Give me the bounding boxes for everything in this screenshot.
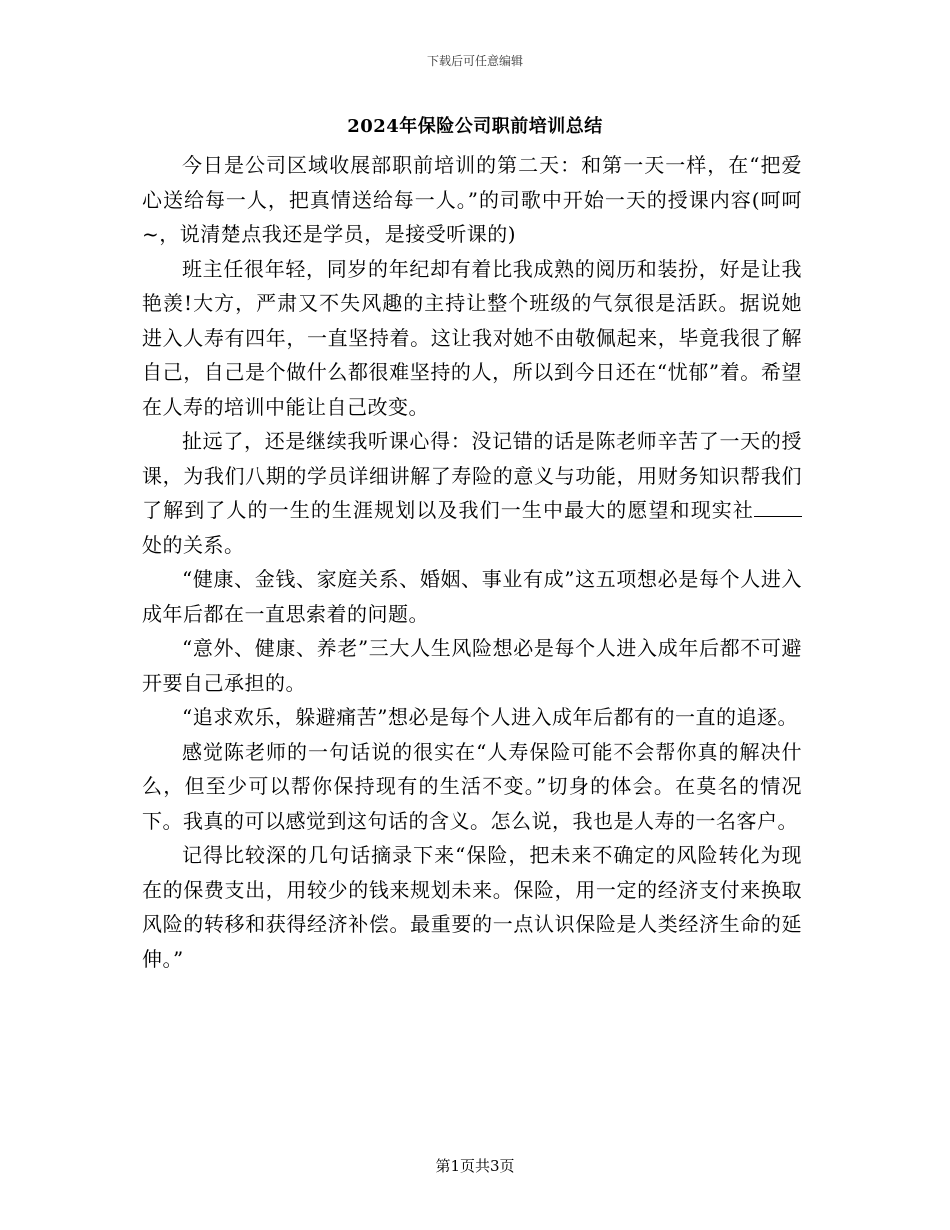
header-note: 下载后可任意编辑: [426, 54, 523, 68]
paragraph-2: 班主任很年轻，同岁的年纪却有着比我成熟的阅历和装扮，好是让我艳羡!大方，严肃又不失风趣的主持让整个班级的气氛很是活跃。据说她进入人寿有四年，一直坚持着。这让我对她不由敬佩起来，毕竟我很了解自己，自己是个做什么都很难坚持的人，所以到今日还在“忧郁”着。希望在人寿的培训中能让自己改变。: [142, 256, 802, 419]
page-number: 第1页共3页: [435, 1157, 515, 1175]
paragraph-3: [142, 424, 802, 562]
paragraph-3-tail: 处的关系。: [142, 532, 245, 557]
paragraph-5: “意外、健康、养老”三大人生风险想必是每个人进入成年后都不可避开要自己承担的。: [142, 636, 802, 695]
fill-in-blank: [754, 498, 802, 517]
document-title: 2024年保险公司职前培训总结: [347, 116, 603, 137]
paragraph-8: 记得比较深的几句话摘录下来“保险，把未来不确定的风险转化为现在的保费支出，用较少的钱来规划未来。保险，用一定的经济支付来换取风险的转移和获得经济补偿。最重要的一点认识保险是人类经济生命的延伸。”: [142, 843, 802, 971]
paragraph-3-text: 扯远了，还是继续我听课心得：没记错的话是陈老师辛苦了一天的授课，为我们八期的学员详细讲解了寿险的意义与功能，用财务知识帮我们了解到了人的一生的生涯规划以及我们一生中最大的愿望和现实社: [142, 429, 802, 522]
paragraph-1: 今日是公司区域收展部职前培训的第二天：和第一天一样，在“把爱心送给每一人，把真情送给每一人。”的司歌中开始一天的授课内容(呵呵~，说清楚点我还是学员，是接受听课的): [142, 153, 802, 246]
paragraph-7: 感觉陈老师的一句话说的很实在“人寿保险可能不会帮你真的解决什么，但至少可以帮你保持现有的生活不变。”切身的体会。在莫名的情况下。我真的可以感觉到这句话的含义。怎么说，我也是人寿的一名客户。: [142, 739, 802, 833]
paragraph-6: “追求欢乐，躲避痛苦”想必是每个人进入成年后都有的一直的追逐。: [182, 705, 798, 729]
paragraph-4: “健康、金钱、家庭关系、婚姻、事业有成”这五项想必是每个人进入成年后都在一直思索着的问题。: [142, 567, 802, 626]
document-body: [142, 148, 802, 976]
